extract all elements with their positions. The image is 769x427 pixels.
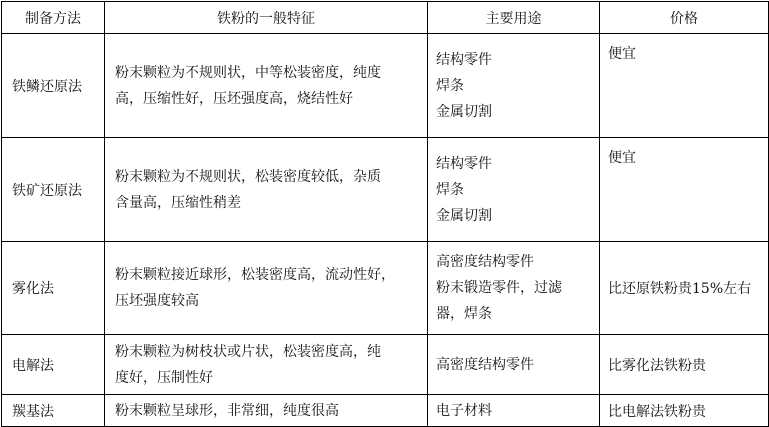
feature-line: 粉末颗粒接近球形，松装密度高，流动性好， bbox=[115, 267, 395, 283]
feature-line: 高，压缩性好，压坯强度高，烧结性好 bbox=[115, 90, 353, 107]
price-cell: 比还原铁粉贵15%左右 bbox=[600, 242, 769, 335]
table-row bbox=[2, 395, 769, 427]
price-cell: 便宜 bbox=[600, 138, 769, 242]
header-row bbox=[2, 2, 769, 34]
uses-cell bbox=[428, 395, 600, 427]
uses-cell bbox=[428, 335, 600, 395]
method-cell: 雾化法 bbox=[2, 242, 105, 335]
use-line: 焊条 bbox=[436, 77, 464, 94]
feature-line: 压坯强度较高 bbox=[115, 293, 199, 309]
use-line: 金属切割 bbox=[436, 207, 492, 224]
use-line: 焊条 bbox=[436, 181, 464, 198]
feature-line: 粉末颗粒为树枝状或片状，松装密度高，纯 bbox=[115, 343, 381, 360]
features-cell bbox=[105, 395, 428, 427]
use-line: 结构零件 bbox=[436, 51, 492, 68]
use-line: 高密度结构零件 bbox=[436, 356, 534, 373]
features-cell bbox=[105, 242, 428, 335]
uses-cell bbox=[428, 138, 600, 242]
header-features: 铁粉的一般特征 bbox=[105, 2, 428, 34]
header-price: 价格 bbox=[600, 2, 769, 34]
feature-line: 含量高，压缩性稍差 bbox=[115, 194, 241, 211]
features-cell bbox=[105, 34, 428, 138]
table-row bbox=[2, 34, 769, 138]
use-line: 粉末锻造零件，过滤 bbox=[436, 280, 562, 296]
use-line: 高密度结构零件 bbox=[436, 254, 534, 270]
uses-cell bbox=[428, 34, 600, 138]
features-cell bbox=[105, 335, 428, 395]
iron-powder-table bbox=[1, 1, 769, 427]
price-cell: 便宜 bbox=[600, 34, 769, 138]
feature-line: 粉末颗粒为不规则状，松装密度较低，杂质 bbox=[115, 168, 381, 185]
features-cell bbox=[105, 138, 428, 242]
uses-cell bbox=[428, 242, 600, 335]
table-row bbox=[2, 242, 769, 335]
header-method: 制备方法 bbox=[2, 2, 105, 34]
method-cell: 铁矿还原法 bbox=[2, 138, 105, 242]
table-row bbox=[2, 335, 769, 395]
feature-line: 度好，压制性好 bbox=[115, 369, 213, 386]
use-line: 金属切割 bbox=[436, 103, 492, 120]
feature-line: 粉末颗粒呈球形，非常细，纯度很高 bbox=[115, 402, 339, 419]
price-cell: 比雾化法铁粉贵 bbox=[600, 335, 769, 395]
method-cell: 铁鳞还原法 bbox=[2, 34, 105, 138]
use-line: 结构零件 bbox=[436, 155, 492, 172]
method-cell: 羰基法 bbox=[2, 395, 105, 427]
table-row bbox=[2, 138, 769, 242]
feature-line: 粉末颗粒为不规则状，中等松装密度，纯度 bbox=[115, 64, 381, 81]
method-cell: 电解法 bbox=[2, 335, 105, 395]
use-line: 器，焊条 bbox=[436, 306, 492, 322]
price-cell: 比电解法铁粉贵 bbox=[600, 395, 769, 427]
header-uses: 主要用途 bbox=[428, 2, 600, 34]
use-line: 电子材料 bbox=[436, 402, 492, 419]
